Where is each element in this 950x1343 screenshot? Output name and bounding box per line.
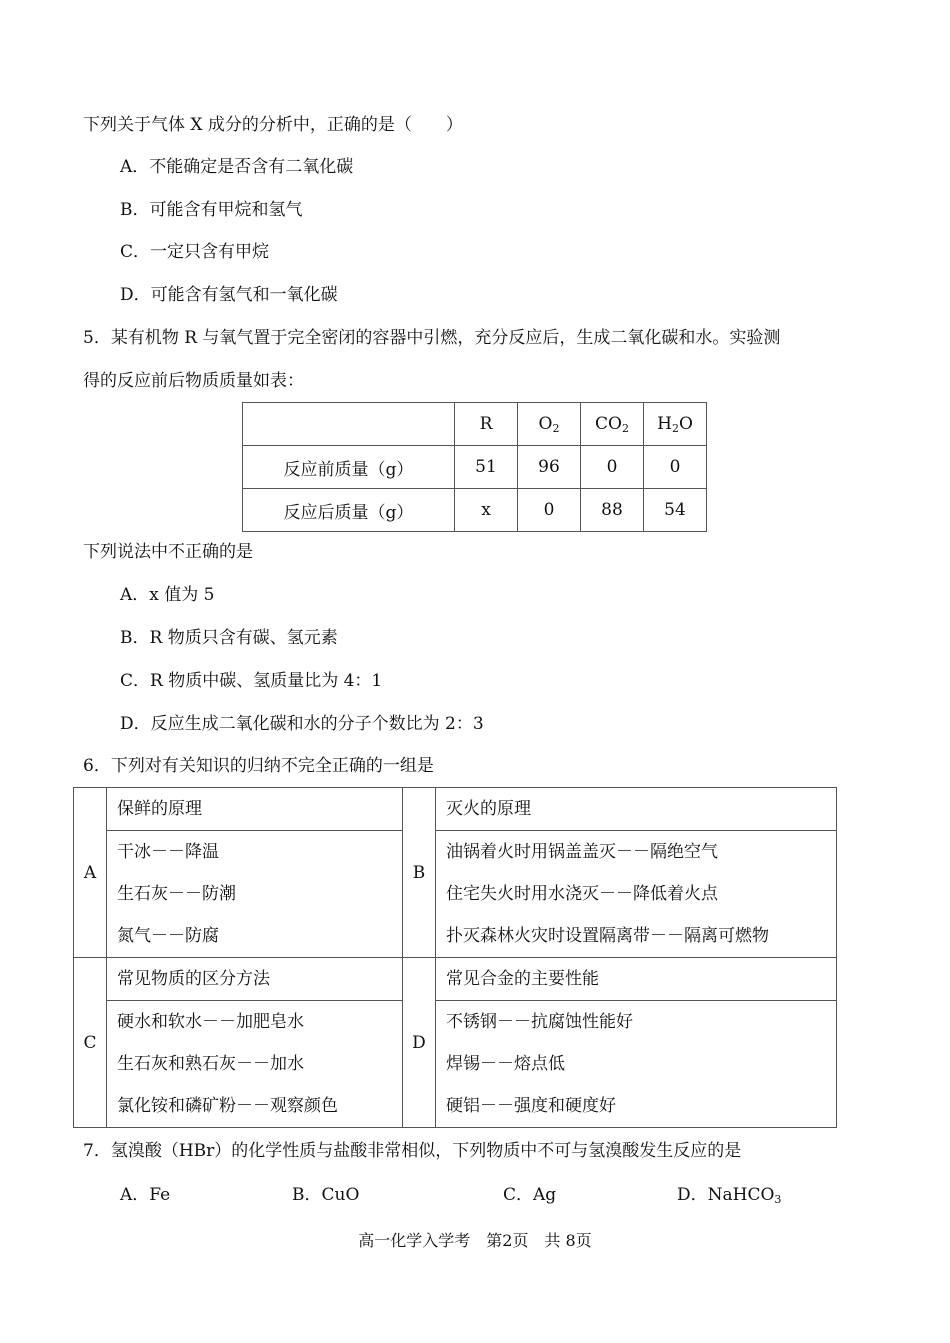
- label-b: B: [403, 788, 436, 958]
- item: 生石灰－－防潮: [117, 884, 236, 904]
- q5-stem-line2: 得的反应前后物质质量如表：: [83, 371, 304, 391]
- cell: 96: [518, 446, 581, 489]
- q5-option-c: C．R 物质中碳、氢质量比为 4：1: [120, 671, 383, 691]
- cell: 0: [581, 446, 644, 489]
- knowledge-table: [73, 787, 837, 1128]
- q4-option-c: C．一定只含有甲烷: [120, 242, 270, 262]
- page-footer: 高一化学入学考 第2页 共 8页: [358, 1231, 592, 1250]
- q5-option-b: B．R 物质只含有碳、氢元素: [120, 628, 338, 648]
- mass-table-header-row: [243, 403, 707, 446]
- title-c: 常见物质的区分方法: [107, 958, 403, 1001]
- knowledge-row-ab-body: [74, 831, 837, 958]
- item: 氮气－－防腐: [117, 926, 219, 946]
- q5-prompt: 下列说法中不正确的是: [83, 542, 253, 562]
- item: 硬水和软水－－加肥皂水: [117, 1012, 304, 1032]
- cell: 51: [455, 446, 518, 489]
- q4-option-a: A．不能确定是否含有二氧化碳: [120, 157, 354, 177]
- header-o2: $O_2$: [518, 403, 581, 446]
- q5-option-a: A．x 值为 5: [120, 585, 215, 605]
- knowledge-row-cd-body: [74, 1001, 837, 1128]
- q4-option-d: D．可能含有氢气和一氧化碳: [120, 285, 338, 305]
- mass-table-corner: [243, 403, 455, 446]
- mass-table: [242, 402, 707, 532]
- q7-option-d: D．NaHCO$_3$: [677, 1185, 782, 1206]
- q7-option-a: A．Fe: [120, 1185, 171, 1205]
- item: 焊锡－－熔点低: [446, 1054, 565, 1074]
- item: 硬铝－－强度和硬度好: [446, 1096, 616, 1116]
- title-b: 灭火的原理: [436, 788, 837, 831]
- item: 干冰－－降温: [117, 842, 219, 862]
- q5-option-d: D．反应生成二氧化碳和水的分子个数比为 2：3: [120, 714, 484, 734]
- label-c: C: [74, 958, 107, 1128]
- items-a: [107, 831, 403, 958]
- mass-table-row-before: [243, 446, 707, 489]
- cell: 54: [644, 489, 707, 532]
- cell: 88: [581, 489, 644, 532]
- item: 氯化铵和磷矿粉－－观察颜色: [117, 1096, 338, 1116]
- cell: 0: [644, 446, 707, 489]
- header-r: R: [455, 403, 518, 446]
- row-label: 反应前质量（g）: [243, 446, 455, 489]
- row-label: 反应后质量（g）: [243, 489, 455, 532]
- q7-stem: 7．氢溴酸（HBr）的化学性质与盐酸非常相似，下列物质中不可与氢溴酸发生反应的是: [83, 1141, 742, 1161]
- q4-option-b: B．可能含有甲烷和氢气: [120, 200, 303, 220]
- items-c: [107, 1001, 403, 1128]
- label-d: D: [403, 958, 436, 1128]
- knowledge-row-cd-header: [74, 958, 837, 1001]
- cell: 0: [518, 489, 581, 532]
- item: 住宅失火时用水浇灭－－降低着火点: [446, 884, 718, 904]
- label-a: A: [74, 788, 107, 958]
- q5-stem-line1: 5．某有机物 R 与氧气置于完全密闭的容器中引燃，充分反应后，生成二氧化碳和水。实验测: [83, 328, 781, 348]
- items-b: [436, 831, 837, 958]
- item: 生石灰和熟石灰－－加水: [117, 1054, 304, 1074]
- q7-option-c: C．Ag: [503, 1185, 557, 1205]
- header-co2: $CO_2$: [581, 403, 644, 446]
- item: 油锅着火时用锅盖盖灭－－隔绝空气: [446, 842, 718, 862]
- title-d: 常见合金的主要性能: [436, 958, 837, 1001]
- knowledge-row-ab-header: [74, 788, 837, 831]
- header-h2o: $H_2O$: [644, 403, 707, 446]
- item: 扑灭森林火灾时设置隔离带－－隔离可燃物: [446, 926, 769, 946]
- q4-stem: 下列关于气体 X 成分的分析中，正确的是（ ）: [83, 115, 463, 135]
- q6-stem: 6．下列对有关知识的归纳不完全正确的一组是: [83, 756, 434, 776]
- mass-table-row-after: [243, 489, 707, 532]
- title-a: 保鲜的原理: [107, 788, 403, 831]
- cell: x: [455, 489, 518, 532]
- item: 不锈钢－－抗腐蚀性能好: [446, 1012, 633, 1032]
- q7-option-b: B．CuO: [292, 1185, 360, 1205]
- items-d: [436, 1001, 837, 1128]
